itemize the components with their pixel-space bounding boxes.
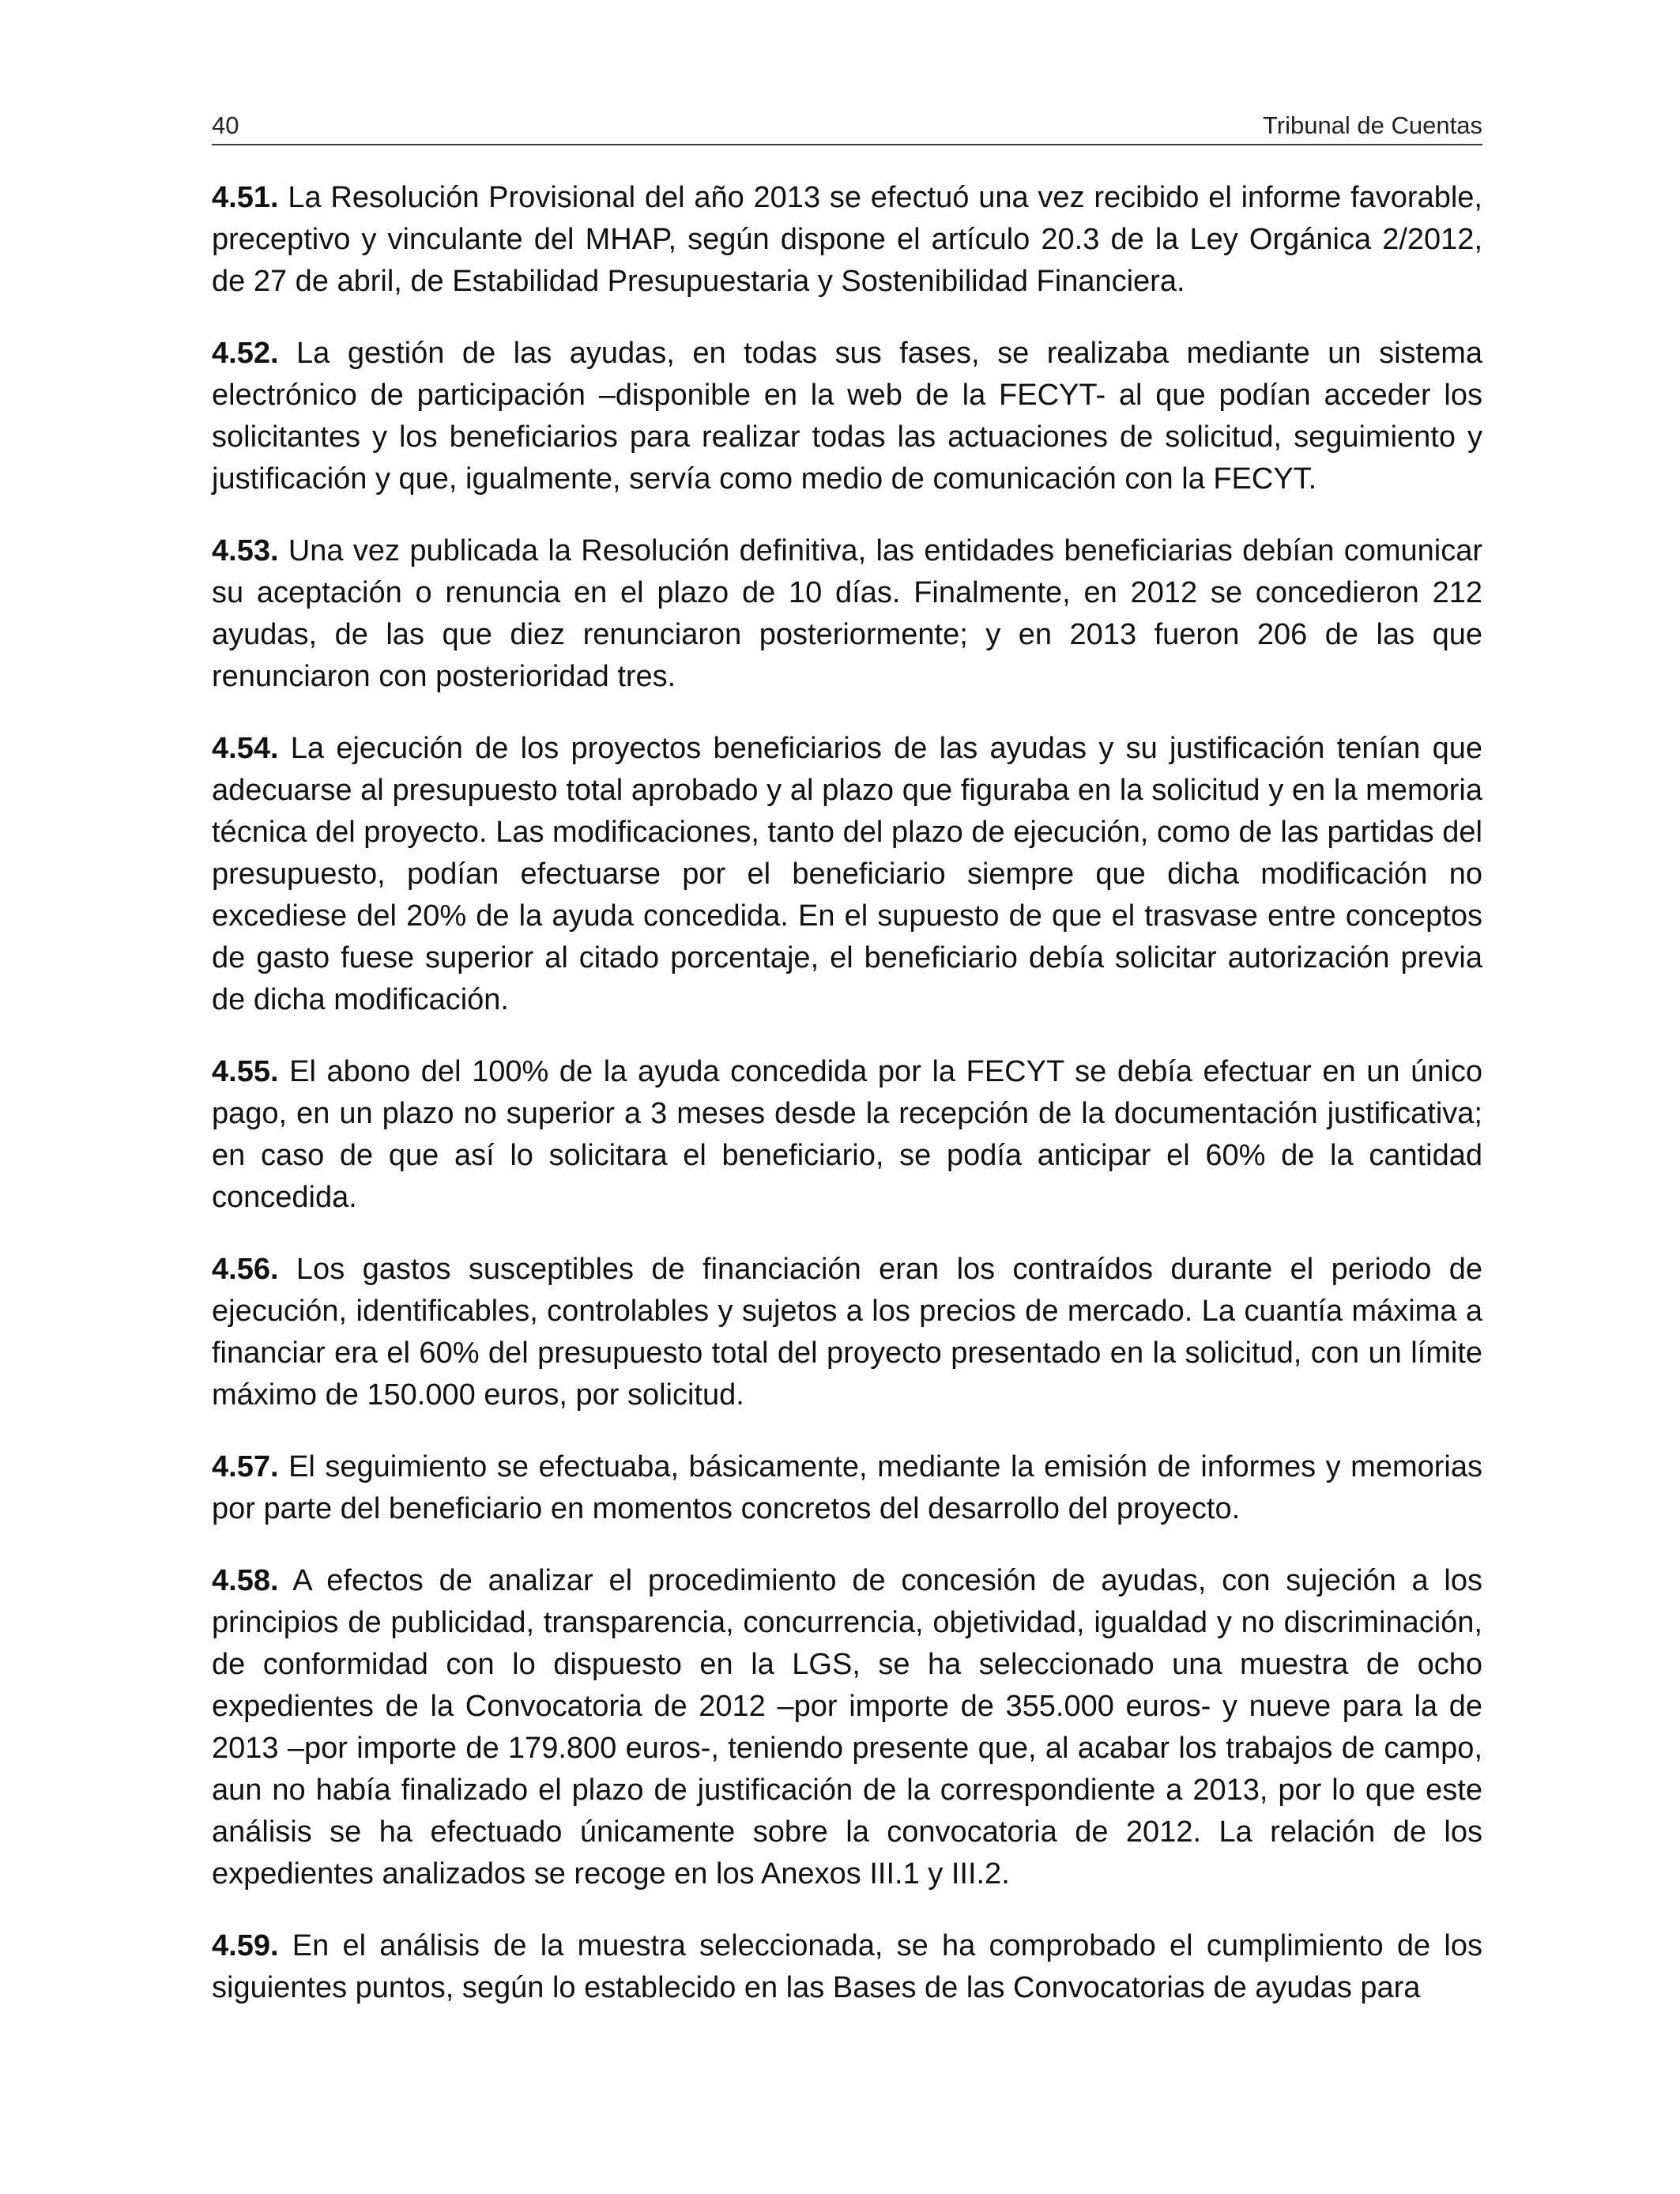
paragraph-text: El seguimiento se efectuaba, básicamente, mediante la emisión de informes y memorias por parte del beneficiario en momentos concretos del desarrollo del proyecto. bbox=[212, 1450, 1482, 1525]
paragraph-4-54 bbox=[212, 728, 1482, 1021]
paragraph-text: El abono del 100% de la ayuda concedida por la FECYT se debía efectuar en un único pago, en un plazo no superior a 3 meses desde la recepción de la documentación justificativa; en caso de que así lo solicitara el beneficiario, se podía anticipar el 60% de la cantidad concedida. bbox=[212, 1055, 1482, 1214]
paragraph-number: 4.56. bbox=[212, 1253, 279, 1286]
running-header bbox=[212, 107, 1482, 145]
paragraph-number: 4.51. bbox=[212, 181, 279, 214]
paragraph-number: 4.52. bbox=[212, 337, 279, 370]
paragraph-text: En el análisis de la muestra seleccionada, se ha comprobado el cumplimiento de los siguientes puntos, según lo establecido en las Bases de las Convocatorias de ayudas para bbox=[212, 1929, 1482, 2004]
paragraph-number: 4.58. bbox=[212, 1564, 279, 1597]
paragraph-4-56 bbox=[212, 1249, 1482, 1416]
paragraph-number: 4.57. bbox=[212, 1450, 279, 1483]
paragraph-4-55 bbox=[212, 1051, 1482, 1219]
running-title: Tribunal de Cuentas bbox=[1262, 111, 1482, 139]
paragraph-text: La gestión de las ayudas, en todas sus fases, se realizaba mediante un sistema electrónico de participación –disponible en la web de la FECYT- al que podían acceder los solicitantes y los beneficiarios para realizar todas las actuaciones de solicitud, seguimiento y justificación y que, igualmente, servía como medio de comunicación con la FECYT. bbox=[212, 337, 1482, 496]
paragraph-4-52 bbox=[212, 333, 1482, 500]
paragraph-number: 4.55. bbox=[212, 1055, 279, 1088]
paragraph-4-53 bbox=[212, 530, 1482, 698]
paragraph-text: La Resolución Provisional del año 2013 se efectuó una vez recibido el informe favorable, preceptivo y vinculante del MHAP, según dispone el artículo 20.3 de la Ley Orgánica 2/2012, de 27 de abril, de Estabilidad Presupuestaria y Sostenibilidad Financiera. bbox=[212, 181, 1482, 298]
paragraph-text: Los gastos susceptibles de financiación eran los contraídos durante el periodo de ejecución, identificables, controlables y sujetos a los precios de mercado. La cuantía máxima a financiar era el 60% del presupuesto total del proyecto presentado en la solicitud, con un límite máximo de 150.000 euros, por solicitud. bbox=[212, 1253, 1482, 1412]
paragraph-number: 4.54. bbox=[212, 732, 279, 765]
paragraph-4-59 bbox=[212, 1925, 1482, 2009]
paragraph-text: Una vez publicada la Resolución definitiva, las entidades beneficiarias debían comunicar su aceptación o renuncia en el plazo de 10 días. Finalmente, en 2012 se concedieron 212 ayudas, de las que diez renunciaron posteriormente; y en 2013 fueron 206 de las que renunciaron con posterioridad tres. bbox=[212, 534, 1482, 693]
paragraph-number: 4.59. bbox=[212, 1929, 279, 1962]
body-text bbox=[212, 177, 1482, 2039]
paragraph-text: La ejecución de los proyectos beneficiarios de las ayudas y su justificación tenían que adecuarse al presupuesto total aprobado y al plazo que figuraba en la solicitud y en la memoria técnica del proyecto. Las modificaciones, tanto del plazo de ejecución, como de las partidas del presupuesto, podían efectuarse por el beneficiario siempre que dicha modificación no excediese del 20% de la ayuda concedida. En el supuesto de que el trasvase entre conceptos de gasto fuese superior al citado porcentaje, el beneficiario debía solicitar autorización previa de dicha modificación. bbox=[212, 732, 1482, 1016]
paragraph-4-57 bbox=[212, 1446, 1482, 1530]
paragraph-text: A efectos de analizar el procedimiento de concesión de ayudas, con sujeción a los principios de publicidad, transparencia, concurrencia, objetividad, igualdad y no discriminación, de conformidad con lo dispuesto en la LGS, se ha seleccionado una muestra de ocho expedientes de la Convocatoria de 2012 –por importe de 355.000 euros- y nueve para la de 2013 –por importe de 179.800 euros-, teniendo presente que, al acabar los trabajos de campo, aun no había finalizado el plazo de justificación de la correspondiente a 2013, por lo que este análisis se ha efectuado únicamente sobre la convocatoria de 2012. La relación de los expedientes analizados se recoge en los Anexos III.1 y III.2. bbox=[212, 1564, 1482, 1891]
paragraph-4-58 bbox=[212, 1560, 1482, 1895]
paragraph-4-51 bbox=[212, 177, 1482, 303]
paragraph-number: 4.53. bbox=[212, 534, 279, 567]
page-number: 40 bbox=[212, 111, 239, 139]
